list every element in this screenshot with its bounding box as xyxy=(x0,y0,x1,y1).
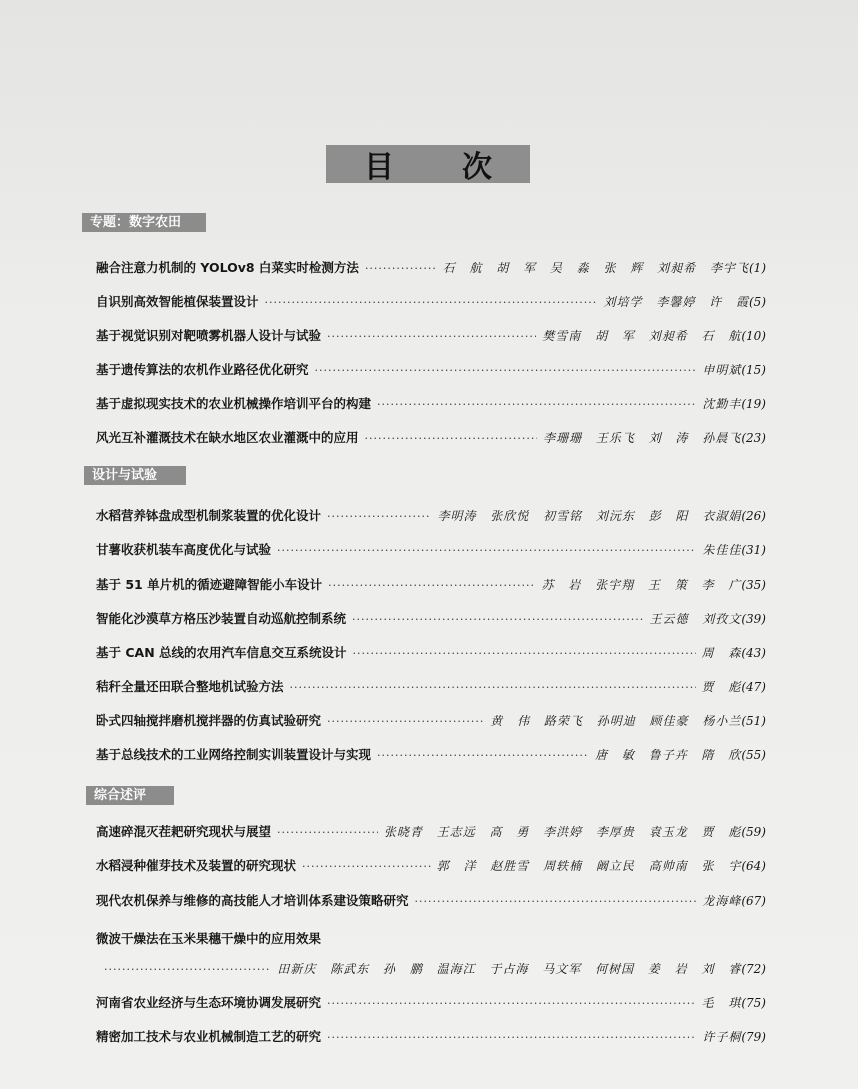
leader-dots xyxy=(327,1031,696,1044)
toc-entry[interactable] xyxy=(96,677,766,697)
entry-page: (31) xyxy=(741,543,766,557)
entry-title: 基于 51 单片机的循迹避障智能小车设计 xyxy=(96,577,323,592)
entry-authors: 张晓青 王志远 高 勇 李洪婷 李厚贵 袁玉龙 贾 彪 xyxy=(383,825,742,839)
leader-dots xyxy=(315,364,697,377)
entry-page: (72) xyxy=(741,962,766,976)
leader-dots xyxy=(365,262,437,275)
entry-title: 卧式四轴搅拌磨机搅拌器的仿真试验研究 xyxy=(96,713,322,728)
entry-authors: 石 航 胡 军 吴 淼 张 辉 刘昶希 李宇飞 xyxy=(442,261,749,275)
entry-authors: 毛 琪 xyxy=(701,996,742,1010)
leader-dots xyxy=(353,647,696,660)
entry-authors: 黄 伟 路荣飞 孙明迪 顾佳豪 杨小兰 xyxy=(490,714,742,728)
toc-entry[interactable] xyxy=(96,292,766,312)
entry-title: 高速碎混灭茬耙研究现状与展望 xyxy=(96,824,272,839)
toc-entry[interactable] xyxy=(96,993,766,1013)
entry-authors: 李珊珊 王乐飞 刘 涛 孙晨飞 xyxy=(543,431,742,445)
leader-dots xyxy=(302,860,431,873)
entry-page: (55) xyxy=(741,748,766,762)
entry-page: (1) xyxy=(749,261,766,275)
entry-page: (39) xyxy=(741,612,766,626)
entry-page: (5) xyxy=(749,295,766,309)
entry-title: 微波干燥法在玉米果穗干燥中的应用效果 xyxy=(96,931,322,946)
entry-authors: 许子桐 xyxy=(702,1030,742,1044)
entry-page: (51) xyxy=(741,714,766,728)
toc-entry[interactable] xyxy=(96,360,766,380)
leader-dots xyxy=(365,432,538,445)
entry-title: 基于遗传算法的农机作业路径优化研究 xyxy=(96,362,309,377)
leader-dots xyxy=(290,681,696,694)
leader-dots xyxy=(265,296,598,309)
entry-title: 风光互补灌溉技术在缺水地区农业灌溉中的应用 xyxy=(96,430,359,445)
entry-page: (67) xyxy=(741,894,766,908)
toc-entry[interactable] xyxy=(96,258,766,278)
toc-entry[interactable] xyxy=(96,711,766,731)
toc-title-char-1: 目 xyxy=(364,150,394,185)
toc-entry[interactable] xyxy=(96,891,766,911)
entry-authors: 贾 彪 xyxy=(701,680,742,694)
entry-page: (75) xyxy=(741,996,766,1010)
entry-page: (19) xyxy=(741,397,766,411)
toc-entry[interactable] xyxy=(96,643,766,663)
leader-dots xyxy=(327,330,536,343)
entry-title: 水稻浸种催芽技术及装置的研究现状 xyxy=(96,858,297,873)
entry-title: 现代农机保养与维修的高技能人才培训体系建设策略研究 xyxy=(96,893,409,908)
leader-dots xyxy=(104,963,271,976)
toc-entry[interactable] xyxy=(96,326,766,346)
toc-entry[interactable] xyxy=(96,394,766,414)
section-header-digital-farmland: 专题：数字农田 xyxy=(82,213,206,232)
entry-title: 河南省农业经济与生态环境协调发展研究 xyxy=(96,995,322,1010)
entry-title: 秸秆全量还田联合整地机试验方法 xyxy=(96,679,284,694)
toc-title xyxy=(326,145,530,183)
toc-entry-continuation[interactable] xyxy=(96,960,766,980)
entry-page: (59) xyxy=(741,825,766,839)
leader-dots xyxy=(377,398,696,411)
entry-authors: 王云德 刘孜文 xyxy=(649,612,742,626)
entry-title: 精密加工技术与农业机械制造工艺的研究 xyxy=(96,1029,322,1044)
toc-entry[interactable] xyxy=(96,745,766,765)
leader-dots xyxy=(327,510,431,523)
entry-title: 水稻营养钵盘成型机制浆装置的优化设计 xyxy=(96,508,322,523)
entry-page: (23) xyxy=(741,431,766,445)
leader-dots xyxy=(327,715,484,728)
leader-dots xyxy=(277,826,378,839)
toc-entry-title-line[interactable] xyxy=(96,929,766,949)
entry-page: (26) xyxy=(741,509,766,523)
entry-authors: 朱佳佳 xyxy=(702,543,742,557)
leader-dots xyxy=(415,895,697,908)
toc-entry[interactable] xyxy=(96,506,766,526)
entry-authors: 樊雪南 胡 军 刘昶希 石 航 xyxy=(542,329,742,343)
toc-title-char-2: 次 xyxy=(462,150,492,185)
entry-authors: 田新庆 陈武东 孙 鹏 温海江 于占海 马文军 何树国 姜 岩 刘 睿 xyxy=(277,962,742,976)
toc-entry[interactable] xyxy=(96,856,766,876)
entry-authors: 龙海峰 xyxy=(702,894,742,908)
entry-page: (10) xyxy=(741,329,766,343)
leader-dots xyxy=(277,544,696,557)
leader-dots xyxy=(377,749,589,762)
toc-entry[interactable] xyxy=(96,609,766,629)
entry-title: 基于视觉识别对靶喷雾机器人设计与试验 xyxy=(96,328,322,343)
entry-authors: 郭 洋 赵胜雪 周轶楠 阚立民 高帅南 张 宇 xyxy=(436,859,742,873)
leader-dots xyxy=(327,997,696,1010)
entry-page: (35) xyxy=(741,578,766,592)
entry-authors: 沈勤丰 xyxy=(702,397,742,411)
entry-title: 基于虚拟现实技术的农业机械操作培训平台的构建 xyxy=(96,396,372,411)
entry-page: (47) xyxy=(741,680,766,694)
leader-dots xyxy=(328,579,535,592)
leader-dots xyxy=(352,613,644,626)
entry-page: (43) xyxy=(741,646,766,660)
entry-authors: 刘培学 李馨婷 许 霞 xyxy=(603,295,749,309)
entry-authors: 苏 岩 张宇翔 王 策 李 广 xyxy=(541,578,742,592)
entry-authors: 申明斌 xyxy=(702,363,742,377)
entry-page: (64) xyxy=(741,859,766,873)
toc-entry[interactable] xyxy=(96,822,766,842)
entry-title: 基于 CAN 总线的农用汽车信息交互系统设计 xyxy=(96,645,347,660)
section-header-review: 综合述评 xyxy=(86,786,174,805)
entry-title: 融合注意力机制的 YOLOv8 白菜实时检测方法 xyxy=(96,260,359,275)
entry-title: 甘薯收获机装车高度优化与试验 xyxy=(96,542,272,557)
entry-title: 自识别高效智能植保装置设计 xyxy=(96,294,259,309)
entry-title: 智能化沙漠草方格压沙装置自动巡航控制系统 xyxy=(96,611,347,626)
entry-authors: 周 森 xyxy=(701,646,742,660)
section-header-design-and-test: 设计与试验 xyxy=(84,466,186,485)
toc-entry[interactable] xyxy=(96,540,766,560)
entry-page: (15) xyxy=(741,363,766,377)
toc-entry[interactable] xyxy=(96,575,766,595)
entry-page: (79) xyxy=(741,1030,766,1044)
entry-authors: 唐 敏 鲁子卉 隋 欣 xyxy=(595,748,742,762)
entry-authors: 李明涛 张欣悦 初雪铭 刘沅东 彭 阳 衣淑娟 xyxy=(437,509,742,523)
toc-entry[interactable] xyxy=(96,1027,766,1047)
entry-title: 基于总线技术的工业网络控制实训装置设计与实现 xyxy=(96,747,372,762)
toc-entry[interactable] xyxy=(96,428,766,448)
